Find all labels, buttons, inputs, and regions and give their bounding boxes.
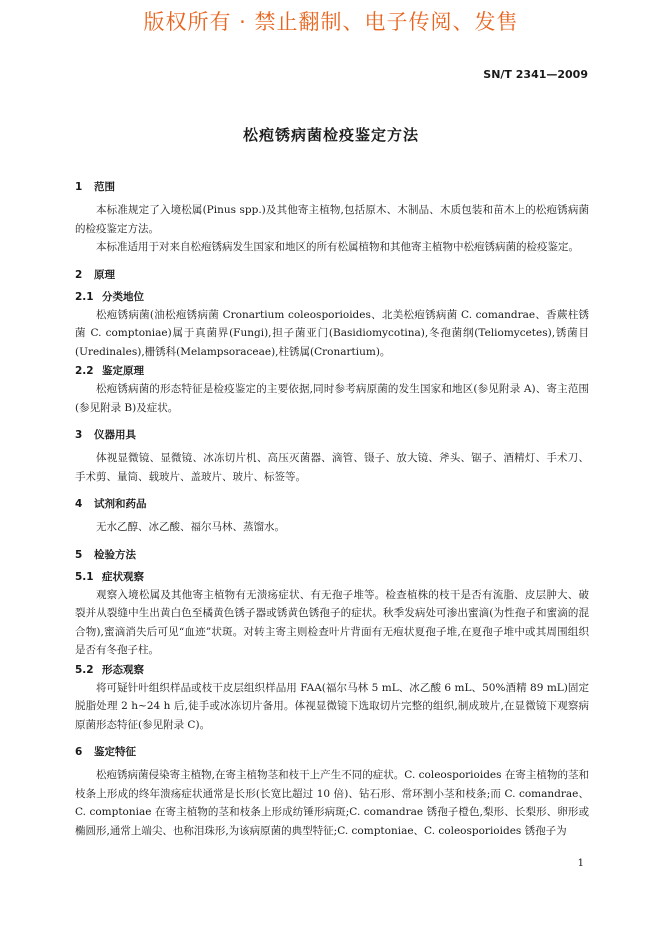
- paragraph: 将可疑针叶组织样品或枝干皮层组织样品用 FAA(福尔马林 5 mL、冰乙酸 6 mL、50%酒精 89 mL)固定脱脂处理 2 h~24 h 后,徒手或冰冻切片备用。体视显微镜下选取切片完整的组织,制成玻片,在显微镜下观察病原菌形态特征(参见附录 C)。: [75, 681, 589, 731]
- section-identification-features: [75, 744, 589, 840]
- subsection-heading: 5.1 症状观察: [75, 570, 144, 583]
- section-heading: 3 仪器用具: [75, 429, 136, 441]
- standard-code: SN/T 2341—2009: [483, 68, 588, 81]
- section-heading: 6 鉴定特征: [75, 746, 136, 758]
- document-body: [75, 179, 589, 850]
- paragraph: 体视显微镜、显微镜、冰冻切片机、高压灭菌器、滴管、镊子、放大镜、斧头、锯子、酒精灯、手术刀、手术剪、量筒、载玻片、盖玻片、玻片、标签等。: [75, 452, 589, 483]
- paragraph: 本标准规定了入境松属(Pinus spp.)及其他寄主植物,包括原木、木制品、木质包装和苗木上的松疱锈病菌的检疫鉴定方法。: [75, 204, 589, 235]
- page-number: 1: [577, 858, 584, 869]
- paragraph: 松疱锈病菌侵染寄主植物,在寄主植物茎和枝干上产生不同的症状。C. coleosporioides 在寄主植物的茎和枝条上形成的终年溃疡症状通常是长形(长宽比超过 10 倍)、钻石形、常环割小茎和枝条;而 C. comandrae、C. comptoniae 在寄主植物的茎和枝条上形成纺锤形病斑;C. comandrae 锈孢子橙色,梨形、长梨形、卵形或椭圆形,通常上端尖、也称泪珠形,为该病原菌的典型特征;C. comptoniae、C. coleosporioides 锈孢子为: [75, 769, 589, 837]
- paragraph: 松疱锈病菌的形态特征是检疫鉴定的主要依据,同时参考病原菌的发生国家和地区(参见附录 A)、寄主范围(参见附录 B)及症状。: [75, 383, 589, 414]
- subsection-heading: 5.2 形态观察: [75, 663, 144, 676]
- paragraph: 无水乙醇、冰乙酸、福尔马林、蒸馏水。: [96, 521, 285, 533]
- section-heading: 1 范围: [75, 181, 115, 193]
- section-reagents: [75, 496, 589, 537]
- copyright-watermark: 版权所有 · 禁止翻制、电子传阅、发售: [143, 10, 519, 34]
- subsection-morphology-observation: [75, 662, 589, 735]
- section-principle: [75, 267, 589, 418]
- section-instruments: [75, 427, 589, 486]
- subsection-symptom-observation: [75, 569, 589, 660]
- paragraph: 松疱锈病菌(油松疱锈病菌 Cronartium coleosporioides、北美松疱锈病菌 C. comandrae、香蕨柱锈菌 C. comptoniae)属于真菌界(Fungi),担子菌亚门(Basidiomycotina),冬孢菌纲(Teliomycetes),锈菌目(Uredinales),栅锈科(Melampsoraceae),柱锈属(Cronartium)。: [75, 308, 589, 358]
- section-heading: 5 检验方法: [75, 548, 136, 561]
- subsection-taxonomy: [75, 289, 589, 362]
- section-heading: 2 原理: [75, 268, 115, 281]
- subsection-identification-principle: [75, 363, 589, 417]
- paragraph: 本标准适用于对来自松疱锈病发生国家和地区的所有松属植物和其他寄主植物中松疱锈病菌的检疫鉴定。: [96, 241, 579, 253]
- subsection-heading: 2.2 鉴定原理: [75, 365, 144, 377]
- subsection-heading: 2.1 分类地位: [75, 290, 144, 303]
- section-heading: 4 试剂和药品: [75, 498, 147, 510]
- document-title: 松疱锈病菌检疫鉴定方法: [242, 126, 419, 144]
- section-scope: [75, 179, 589, 257]
- paragraph: 观察入境松属及其他寄主植物有无溃疡症状、有无孢子堆等。检查植株的枝干是否有流脂、皮层肿大、破裂并从裂缝中生出黄白色至橘黄色锈子器或锈黄色锈孢子的症状。秋季发病处可渗出蜜滴(为性孢子和蜜滴的混合物),蜜滴消失后可见“血迹”状斑。对转主寄主则检查叶片背面有无疱状夏孢子堆,在夏孢子堆中或其周围组织是否有冬孢子柱。: [75, 588, 589, 656]
- section-test-methods: [75, 547, 589, 735]
